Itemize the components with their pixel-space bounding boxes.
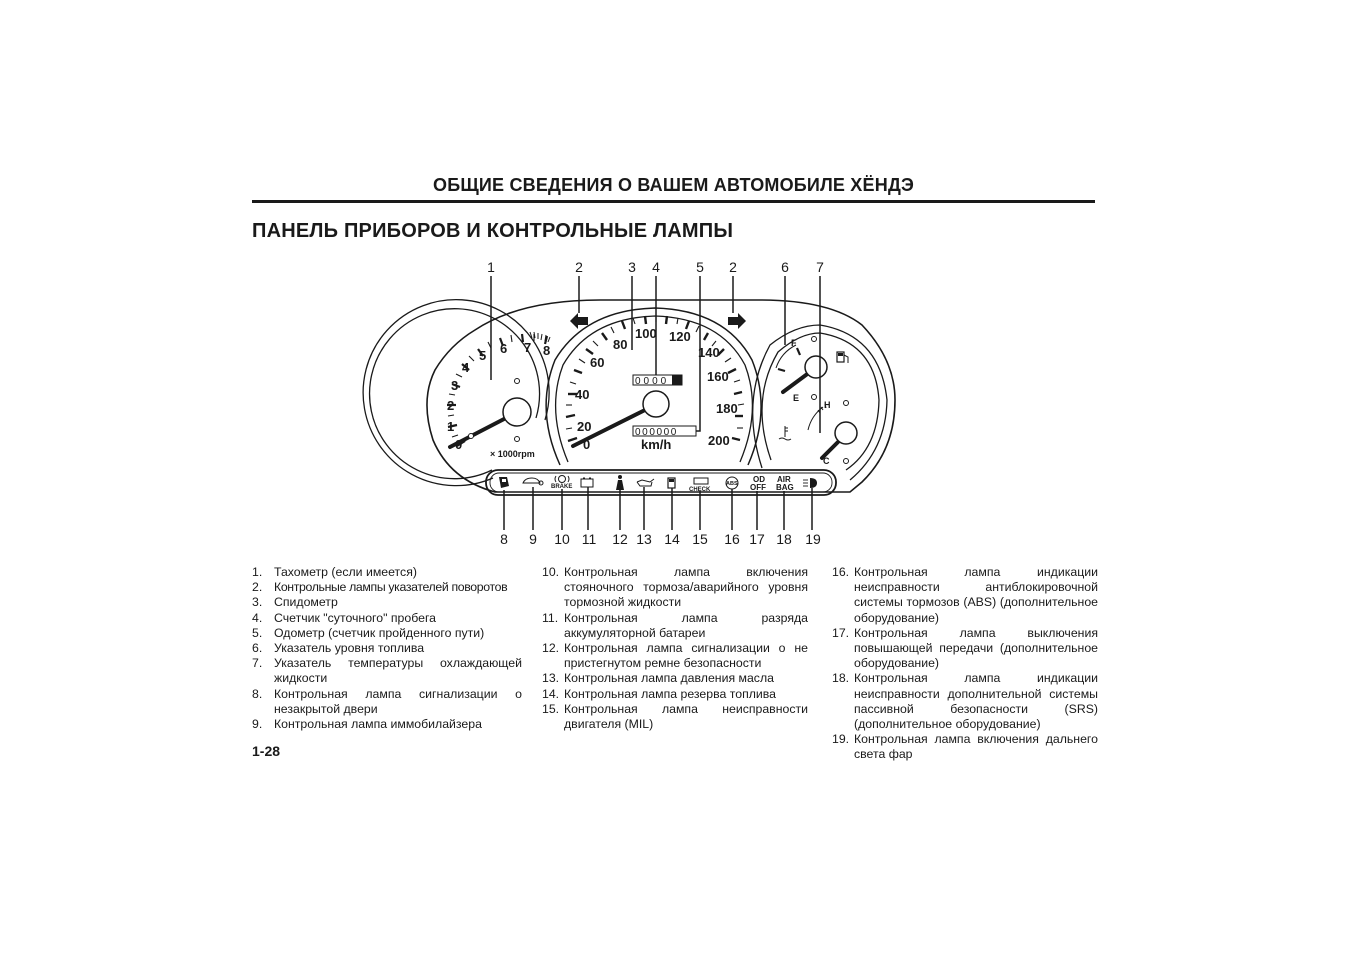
airbag-label-top: AIR bbox=[777, 475, 791, 484]
legend-item: 1. Тахометр (если имеется) bbox=[252, 565, 417, 579]
legend-item: 5. Одометр (счетчик пройденного пути) bbox=[252, 625, 485, 640]
brake-label: BRAKE bbox=[551, 484, 573, 490]
legend-item: 9. Контрольная лампа иммобилайзера bbox=[252, 717, 482, 732]
tacho-label-5: 5 bbox=[479, 348, 487, 363]
callout-bottom-19: 19 bbox=[805, 531, 821, 547]
trip-counter: 0000 bbox=[635, 376, 670, 387]
tacho-label-4: 4 bbox=[462, 360, 470, 375]
speedo-label-180: 180 bbox=[716, 401, 738, 416]
legend-item: 11. Контрольная лампа разряда аккумуляторной батареи bbox=[542, 610, 808, 640]
callout-top-6: 6 bbox=[781, 259, 789, 275]
battery-icon bbox=[581, 478, 593, 487]
page-number: 1-28 bbox=[252, 743, 281, 759]
legend-item: 2. Контрольные лампы указателей поворотов bbox=[252, 580, 508, 595]
callout-top-2-right: 2 bbox=[729, 259, 737, 275]
speedo-label-80: 80 bbox=[613, 337, 628, 352]
speedo-unit-label: km/h bbox=[641, 437, 672, 452]
legend-item: 4. Счетчик "суточного" пробега bbox=[252, 610, 437, 625]
speedo-label-20: 20 bbox=[577, 419, 592, 434]
speedo-label-120: 120 bbox=[669, 329, 691, 344]
tacho-label-3: 3 bbox=[451, 378, 459, 393]
airbag-label-bottom: BAG bbox=[776, 483, 794, 492]
coolant-temp-icon bbox=[779, 426, 791, 440]
oil-pressure-icon bbox=[637, 479, 654, 486]
speedo-label-200: 200 bbox=[708, 433, 730, 448]
speedo-label-0: 0 bbox=[583, 437, 591, 452]
temp-cold-label: C bbox=[823, 456, 830, 466]
speedo-label-40: 40 bbox=[575, 387, 590, 402]
legend-item: 19. Контрольная лампа включения дальнего света фар bbox=[832, 732, 1098, 762]
legend-item: 14. Контрольная лампа резерва топлива bbox=[542, 686, 777, 701]
legend-item: 18. Контрольная лампа индикации неисправности дополнительной системы пассивной безопасности (SRS) (дополнительное оборудование) bbox=[832, 671, 1098, 732]
legend-item: 12. Контрольная лампа сигнализации о не пристегнутом ремне безопасности bbox=[542, 641, 808, 671]
legend-item: 10. Контрольная лампа включения стояночного тормоза/аварийного уровня тормозной жидкости bbox=[542, 565, 808, 610]
chapter-title: ОБЩИЕ СВЕДЕНИЯ О ВАШЕМ АВТОМОБИЛЕ ХЁНДЭ bbox=[433, 175, 914, 195]
tacho-label-1: 1 bbox=[447, 419, 455, 434]
callout-top-2-left: 2 bbox=[575, 259, 583, 275]
callout-top-5: 5 bbox=[696, 259, 704, 275]
callout-bottom-14: 14 bbox=[664, 531, 680, 547]
tacho-unit-label: × 1000rpm bbox=[490, 449, 535, 459]
left-turn-arrow-icon bbox=[570, 313, 588, 329]
legend-column-2 bbox=[542, 565, 808, 732]
fuel-full-label: F bbox=[791, 338, 797, 348]
legend-item: 13. Контрольная лампа давления масла bbox=[542, 671, 774, 686]
speedo-label-160: 160 bbox=[707, 369, 729, 384]
od-off-label-top: OD bbox=[753, 475, 765, 484]
tacho-label-0: 0 bbox=[455, 437, 463, 452]
callout-bottom-13: 13 bbox=[636, 531, 652, 547]
callout-top-4: 4 bbox=[652, 259, 660, 275]
legend-item: 8. Контрольная лампа сигнализации о незакрытой двери bbox=[252, 686, 522, 716]
callout-bottom-9: 9 bbox=[529, 531, 537, 547]
tacho-label-7: 7 bbox=[524, 340, 532, 355]
check-engine-label: CHECK bbox=[689, 487, 711, 493]
abs-icon bbox=[726, 477, 738, 489]
legend-item: 16. Контрольная лампа индикации неисправности антиблокировочной системы тормозов (ABS) (дополнительное оборудование) bbox=[832, 565, 1098, 625]
callout-bottom-17: 17 bbox=[749, 531, 765, 547]
fuel-pump-icon bbox=[837, 352, 848, 363]
callout-top-7: 7 bbox=[816, 259, 824, 275]
immobilizer-icon bbox=[523, 478, 543, 485]
right-turn-arrow-icon bbox=[728, 313, 746, 329]
legend-item: 17. Контрольная лампа выключения повышающей передачи (дополнительное оборудование) bbox=[832, 625, 1098, 671]
temp-hot-label: H bbox=[824, 400, 831, 410]
legend-item: 6. Указатель уровня топлива bbox=[252, 641, 425, 656]
tacho-label-6: 6 bbox=[500, 341, 508, 356]
od-off-label-bottom: OFF bbox=[750, 483, 766, 492]
speedo-label-60: 60 bbox=[590, 355, 605, 370]
low-fuel-icon bbox=[668, 478, 675, 488]
speedo-label-100: 100 bbox=[635, 326, 657, 341]
callout-bottom-8: 8 bbox=[500, 531, 508, 547]
callout-bottom-12: 12 bbox=[612, 531, 628, 547]
speedo-label-140: 140 bbox=[698, 345, 720, 360]
tacho-label-2: 2 bbox=[447, 398, 455, 413]
legend-item: 15. Контрольная лампа неисправности двигателя (MIL) bbox=[542, 701, 808, 732]
callout-bottom-18: 18 bbox=[776, 531, 792, 547]
callout-bottom-10: 10 bbox=[554, 531, 570, 547]
legend-item: 3. Спидометр bbox=[252, 595, 338, 610]
fuel-empty-label: E bbox=[793, 393, 800, 403]
callout-bottom-16: 16 bbox=[724, 531, 740, 547]
brake-icon bbox=[555, 476, 569, 483]
svg-text:ABS: ABS bbox=[726, 481, 738, 487]
legend-column-3 bbox=[832, 565, 1098, 763]
check-engine-icon bbox=[694, 478, 708, 484]
odometer-counter: 000000 bbox=[635, 427, 678, 438]
seatbelt-icon bbox=[616, 475, 624, 490]
high-beam-icon bbox=[803, 478, 817, 488]
callout-top-1: 1 bbox=[487, 259, 495, 275]
legend-item: 7. Указатель температуры охлаждающей жидкости bbox=[252, 656, 522, 686]
legend-column-1 bbox=[252, 565, 522, 732]
section-title: ПАНЕЛЬ ПРИБОРОВ И КОНТРОЛЬНЫЕ ЛАМПЫ bbox=[252, 220, 734, 242]
door-ajar-icon bbox=[499, 477, 509, 488]
callout-bottom-11: 11 bbox=[581, 531, 597, 547]
tacho-label-8: 8 bbox=[543, 343, 551, 358]
callout-top-3: 3 bbox=[628, 259, 636, 275]
callout-bottom-15: 15 bbox=[692, 531, 708, 547]
